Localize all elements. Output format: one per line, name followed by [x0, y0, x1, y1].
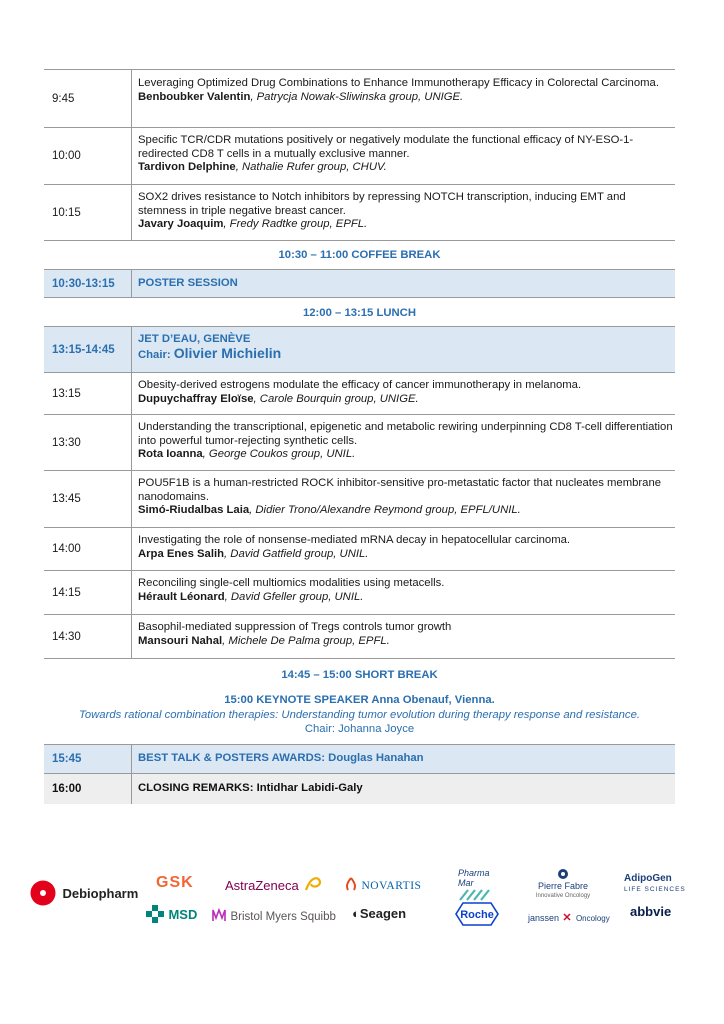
talk-speaker: Benboubker Valentin [138, 90, 251, 103]
pierrefabre-icon [557, 868, 569, 880]
table-row [44, 69, 675, 128]
talk-cell [131, 615, 675, 658]
table-row [44, 128, 675, 185]
poster-session-table [44, 269, 675, 298]
talk-speaker: Dupuychaffray Eloïse [138, 392, 254, 405]
talk-time: 10:15 [52, 206, 81, 219]
msd-icon [146, 905, 164, 923]
table-row [44, 415, 675, 471]
talk-cell [131, 571, 675, 614]
poster-session-row [44, 269, 675, 298]
talk-affiliation: , Michele De Palma group, EPFL. [222, 634, 390, 647]
gsk-logo: GSK [156, 874, 194, 891]
talk-time: 14:15 [52, 586, 81, 599]
talk-title: Investigating the role of nonsense-mediated mRNA decay in hepatocellular carcinoma. [138, 534, 571, 546]
keynote-speaker: 15:00 KEYNOTE SPEAKER Anna Obenauf, Vienna. [224, 694, 495, 706]
talk-title: POU5F1B is a human-restricted ROCK inhibitor-sensitive pro-metastatic factor that nucleates membrane nanodomains. [138, 477, 662, 503]
seagen-icon: ◐ [352, 906, 360, 921]
talk-title: Basophil-mediated suppression of Tregs controls tumor growth [138, 621, 452, 633]
talk-title: Leveraging Optimized Drug Combinations to Enhance Immunotherapy Efficacy in Colorectal Carcinoma. [138, 77, 659, 89]
bms-logo: Bristol Myers Squibb [212, 907, 336, 925]
coffee-break-label: 10:30 – 11:00 COFFEE BREAK [278, 249, 441, 261]
talks-table-morning [44, 69, 675, 241]
talk-cell [131, 185, 675, 240]
talk-time: 14:00 [52, 543, 81, 555]
pierrefabre-logo: Pierre Fabre Innovative Oncology [530, 868, 596, 901]
talk-affiliation: , Fredy Radtke group, EPFL. [223, 218, 368, 231]
adipogen-logo: AdipoGen LIFE SCIENCES [624, 873, 686, 893]
talk-speaker: Arpa Enes Salih [138, 547, 225, 560]
talk-title: Obesity-derived estrogens modulate the efficacy of cancer immunotherapy in melanoma. [138, 379, 582, 391]
talks-table-afternoon [44, 326, 675, 659]
table-row [44, 615, 675, 659]
talk-affiliation: , David Gfeller group, UNIL. [224, 590, 364, 603]
talk-title: SOX2 drives resistance to Notch inhibitors by repressing NOTCH transcription, inducing EMT and stemness in triple negative breast cancer. [138, 191, 626, 217]
talk-time: 10:00 [52, 150, 81, 162]
session-title: JET D’EAU, GENÈVE [138, 333, 251, 345]
talk-cell [131, 528, 675, 570]
talk-title: Reconciling single-cell multiomics modalities using metacells. [138, 577, 445, 589]
talk-affiliation: , George Coukos group, UNIL. [202, 448, 356, 461]
talk-speaker: Simó-Riudalbas Laia [138, 504, 250, 517]
novartis-flame-icon [345, 877, 357, 891]
lunch-label: 12:00 – 13:15 LUNCH [302, 307, 417, 319]
talk-affiliation: , Patrycja Nowak-Sliwinska group, UNIGE. [250, 90, 464, 103]
session-time: 13:15-14:45 [52, 343, 115, 356]
poster-session-label: POSTER SESSION [138, 276, 238, 289]
talk-cell [131, 373, 675, 414]
table-row [44, 373, 675, 415]
awards-time: 15:45 [52, 753, 82, 765]
closing-row [44, 774, 675, 804]
keynote-title: Towards rational combination therapies: Understanding tumor evolution during therapy response and resistance. [79, 708, 640, 721]
session-chair-label: Chair: [138, 348, 174, 361]
short-break-label: 14:45 – 15:00 SHORT BREAK [281, 669, 438, 681]
talk-time: 13:30 [52, 436, 81, 449]
bms-icon [212, 908, 226, 922]
table-row [44, 185, 675, 241]
pharmamar-logo: Pharma Mar [458, 868, 494, 903]
svg-text:Roche: Roche [460, 909, 494, 921]
abbvie-logo: abbvie [630, 904, 672, 919]
keynote [44, 693, 675, 737]
roche-hexagon-icon [455, 902, 499, 926]
talk-title: Understanding the transcriptional, epigenetic and metabolic rewiring underpinning CD8 T-cell differentiation into powerful tumor-rejecting synthetic cells. [138, 421, 673, 447]
talk-affiliation: , Nathalie Rufer group, CHUV. [235, 161, 387, 174]
table-row [44, 571, 675, 615]
pharmamar-waves-icon [458, 888, 494, 902]
astrazeneca-logo: AstraZeneca [225, 874, 323, 895]
closing-time: 16:00 [52, 783, 82, 795]
table-row [44, 528, 675, 571]
talk-cell [131, 70, 675, 127]
table-row [44, 471, 675, 528]
astrazeneca-swirl-icon [303, 874, 323, 894]
talk-affiliation: , Carole Bourquin group, UNIGE. [253, 392, 419, 405]
talk-affiliation: , Didier Trono/Alexandre Reymond group, EPFL/UNIL. [249, 504, 521, 517]
talk-time: 13:15 [52, 387, 81, 400]
awards-label: BEST TALK & POSTERS AWARDS: Douglas Hanahan [138, 752, 424, 765]
debiopharm-icon [30, 880, 56, 906]
talk-time: 13:45 [52, 493, 81, 505]
roche-logo [455, 902, 499, 931]
talk-affiliation: , David Gatfield group, UNIL. [224, 547, 369, 560]
session-chair-name: Olivier Michielin [173, 344, 282, 361]
talk-cell [131, 415, 675, 470]
talk-speaker: Hérault Léonard [138, 590, 225, 603]
awards-row [44, 744, 675, 774]
janssen-ribbon-icon [563, 913, 571, 921]
novartis-logo: NOVARTIS [345, 876, 421, 894]
closing-table [44, 744, 675, 804]
talk-cell [131, 471, 675, 527]
seagen-logo: ◐Seagen [352, 906, 407, 921]
poster-session-time: 10:30-13:15 [52, 277, 115, 290]
session-header-row [44, 326, 675, 373]
keynote-chair: Chair: Johanna Joyce [304, 723, 415, 735]
talk-cell [131, 128, 675, 184]
talk-time: 9:45 [52, 92, 75, 105]
talk-speaker: Tardivon Delphine [138, 161, 236, 174]
talk-speaker: Mansouri Nahal [138, 634, 223, 647]
sponsor-logos [0, 860, 724, 940]
msd-logo: MSD [146, 905, 197, 924]
closing-label: CLOSING REMARKS: Intidhar Labidi-Galy [138, 782, 363, 795]
janssen-logo: janssen Oncology [528, 913, 610, 923]
talk-title: Specific TCR/CDR mutations positively or negatively modulate the functional efficacy of NY-ESO-1-redirected CD8 T cells in a mutually exclusive manner. [138, 134, 634, 160]
talk-time: 14:30 [52, 630, 81, 643]
talk-speaker: Javary Joaquim [138, 218, 224, 231]
debiopharm-logo: Debiopharm [30, 880, 138, 906]
talk-speaker: Rota Ioanna [138, 448, 203, 461]
